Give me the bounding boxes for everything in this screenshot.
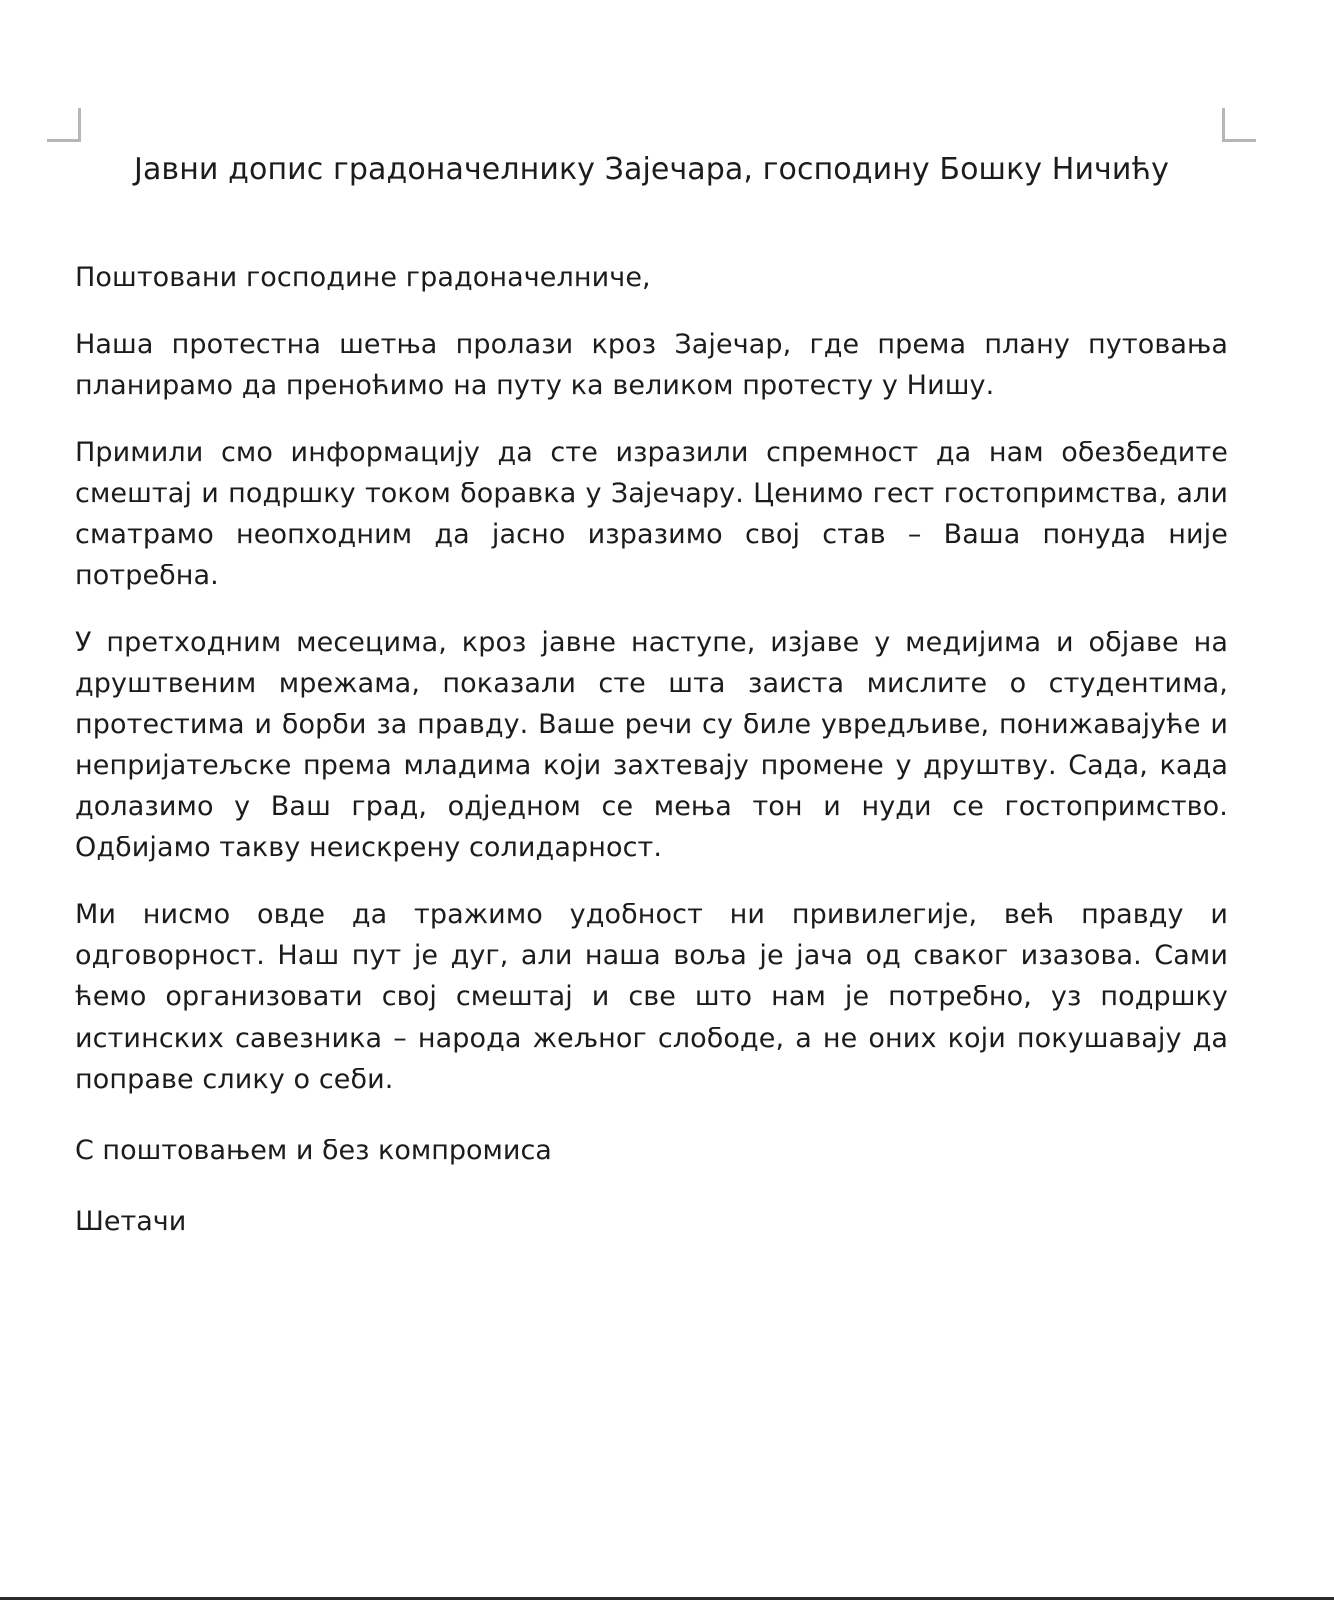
- salutation-line: Поштовани господине градоначелниче,: [75, 262, 651, 293]
- body-paragraph-4: Ми нисмо овде да тражимо удобност ни привилегије, већ правду и одговорност. Наш пут је дуг, али наша воља је јача од сваког изазова. Сами ћемо организовати свој смештај и све што нам је потребно, уз подршку истинских савезника – народа жељног слободе, а не оних који покушавају да поправе слику о себи.: [75, 899, 1228, 1095]
- document-title: Јавни допис градоначелнику Зајечара, господину Бошку Ничићу: [134, 152, 1169, 187]
- body-paragraph-2: Примили смо информацију да сте изразили спремност да нам обезбедите смештај и подршку током боравка у Зајечару. Ценимо гест гостопримства, али сматрамо неопходним да јасно изразимо свој став – Ваша понуда није потребна.: [75, 437, 1228, 592]
- body-paragraph-3: У претходним месецима, кроз јавне наступе, изјаве у медијима и објаве на друштвеним мрежама, показали сте шта заиста мислите о студентима, протестима и борби за правду. Ваше речи су биле увредљиве, понижавајуће и непријатељске према младима који захтевају промене у друштву. Сада, када долазимо у Ваш град, одједном се мења тон и нуди се гостопримство. Одбијамо такву неискрену солидарност.: [75, 627, 1228, 864]
- crop-mark-top-right-icon: [1222, 108, 1256, 142]
- signature-block: [75, 1130, 1228, 1242]
- closing-line: С поштовањем и без компромиса: [75, 1134, 552, 1166]
- crop-mark-top-left-icon: [47, 108, 81, 142]
- document-text-block: [75, 150, 1228, 1242]
- body-paragraph-1: Наша протестна шетња пролази кроз Зајечар, где према плану путовања планирамо да преноћимо на путу ка великом протесту у Нишу.: [75, 329, 1228, 402]
- signature-name: Шетачи: [75, 1205, 187, 1237]
